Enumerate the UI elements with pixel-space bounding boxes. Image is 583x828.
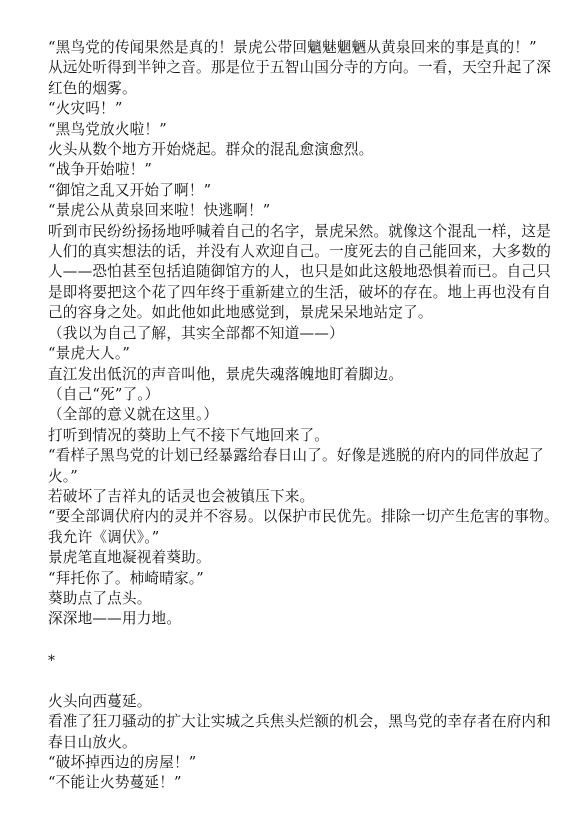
paragraph: “破坏掉西边的房屋！” bbox=[48, 754, 197, 771]
document-page bbox=[48, 38, 560, 794]
paragraph: 听到市民纷纷扬扬地呼喊着自己的名字，景虎呆然。就像这个混乱一样，这是人们的真实想法的话，并没有人欢迎自己。一度死去的自己能回来，大多数的人——恐怕甚至包括追随御馆方的人，也只是如此这般地恐惧着而已。自己只是即将要把这个花了四年终于重新建立的生活，破坏的存在。地上再也没有自己的容身之处。如此他如此地感觉到，景虎呆呆地站定了。 bbox=[48, 222, 551, 322]
paragraph: 景虎笔直地凝视着葵助。 bbox=[48, 549, 211, 567]
body-text-bottom bbox=[48, 692, 560, 794]
section-separator: * bbox=[48, 652, 56, 669]
paragraph: “景虎公从黄泉回来啦！快逃啊！” bbox=[48, 202, 271, 220]
paragraph: “御馆之乱又开始了啊！” bbox=[48, 181, 212, 199]
paragraph: 火头向西蔓延。 bbox=[48, 692, 152, 710]
paragraph: 看准了狂刀骚动的扩大让实城之兵焦头烂额的机会，黑鸟党的幸存者在府内和春日山放火。 bbox=[48, 713, 551, 751]
body-text-top bbox=[48, 38, 560, 630]
paragraph: 若破坏了吉祥丸的话灵也会被镇压下来。 bbox=[48, 487, 315, 505]
paragraph: 直江发出低沉的声音叫他，景虎失魂落魄地盯着脚边。 bbox=[48, 365, 404, 383]
paragraph: “不能让火势蔓延！” bbox=[48, 774, 182, 792]
paragraph: “战争开始啦！” bbox=[48, 161, 153, 179]
paragraph: （全部的意义就在这里。） bbox=[48, 406, 219, 424]
paragraph: “要全部调伏府内的灵并不容易。以保护市民优先。排除一切产生危害的事物。我允许《调伏》。” bbox=[48, 508, 559, 546]
paragraph: “黑鸟党放火啦！” bbox=[48, 120, 167, 138]
paragraph: “黑鸟党的传闻果然是真的！景虎公带回魑魅魍魉从黄泉回来的事是真的！” bbox=[48, 39, 537, 56]
paragraph: “看样子黑鸟党的计划已经暴露给春日山了。好像是逃脱的府内的同伴放起了火。” bbox=[48, 447, 544, 485]
paragraph: 葵助点了点头。 bbox=[48, 589, 152, 607]
paragraph: 打听到情况的葵助上气不接下气地回来了。 bbox=[48, 426, 330, 444]
paragraph: “火灾吗！” bbox=[48, 100, 123, 118]
paragraph: 从远处听得到半钟之音。那是位于五智山国分寺的方向。一看，天空升起了深红色的烟雾。 bbox=[48, 59, 551, 97]
paragraph: （我以为自己了解，其实全部都不知道——） bbox=[48, 324, 344, 342]
paragraph: 深深地——用力地。 bbox=[48, 610, 182, 628]
paragraph: （自己“死”了。） bbox=[48, 385, 160, 403]
paragraph: “景虎大人。” bbox=[48, 345, 130, 363]
paragraph: “拜托你了。柿崎晴家。” bbox=[48, 569, 204, 587]
paragraph: 火头从数个地方开始烧起。群众的混乱愈演愈烈。 bbox=[48, 141, 374, 159]
